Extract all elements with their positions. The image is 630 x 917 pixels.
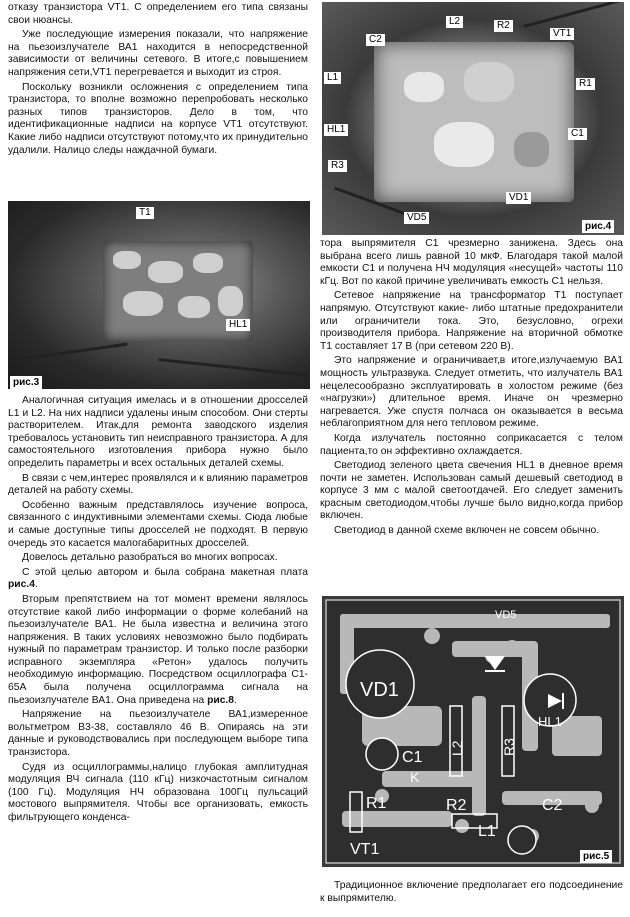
paragraph: Светодиод зеленого цвета свечения HL1 в дневное время почти не заметен. Использован самый дешевый светодиод в корпусе 3 мм с малой светоотдачей. Его следует заменить красным светодиодом,чтобы лучше было видно,когда прибор включен. [320,460,623,522]
pcb-label-l1: L1 [478,823,496,840]
pcb-label-c2: C2 [542,797,563,814]
paragraph: тора выпрямителя С1 чрезмерно занижена. Здесь она выбрана всего лишь равной 10 мкФ. Благодаря такой малой емкости С1 и получена НЧ модуляция «несущей» частоты 110 кГц. Вот по какой причине увеличивать емкость С1 нельзя. [320,238,623,287]
figure-4-photo [322,2,624,235]
paragraph: Судя из осциллограммы,налицо глубокая амплитудная модуляция ВЧ сигнала (110 кГц) низкочастотным сигналом (100 Гц). Модуляция НЧ образована 100Гц пульсаций мостового выпрямителя. Чтобы все организовать, емкость фильтрующего конденса- [8,761,308,823]
label-vt1: VT1 [550,28,574,40]
paragraph: Поскольку возникли осложнения с определением типа транзистора, то вполне возможно перепробовать несколько разных типов транзисторов. Дело в том, что идентификационные надписи на корпусе VT1 отсутствуют. Какие либо надписи отсутствуют потому,что их принудительно удалили. Налицо следы наждачной бумаги. [8,81,308,156]
paragraph: Уже последующие измерения показали, что напряжение на пьезоизлучателе ВА1 находится в непосредственной зависимости от величины сетевого. В итоге,с повышением напряжения сети,VT1 перегревается и выходит из строя. [8,29,308,78]
label-r2: R2 [494,20,513,32]
label-hl1: HL1 [324,124,348,136]
pcb-drawing [322,596,624,867]
breadboard [374,42,574,202]
pcb-label-c1: C1 [402,749,423,766]
figure-5-pcb [322,596,624,867]
left-column-bottom [8,395,308,827]
label-l2: L2 [446,16,463,28]
pcb-label-l2: L2 [449,740,465,756]
paragraph: Когда излучатель постоянно соприкасается с телом пациента,то он эффективно охлаждается. [320,432,623,457]
pcb-label-k: K [410,769,420,785]
label-vd1: VD1 [506,192,531,204]
pcb-label-r1: R1 [366,795,387,812]
paragraph: Это напряжение и ограничивает,в итоге,излучаемую ВА1 мощность ультразвука. Следует отметить, что излучатель ВА1 нецелесообразно эксплуатировать в холостом режиме (без «нагрузки») длительное время. Иначе он чрезмерно нагревается. Уже спустя полчаса он оказывается в весьма неблагоприятном для него тепловом режиме. [320,355,623,430]
pcb-label-r3: R3 [501,738,517,756]
figure-caption: рис.4 [582,220,614,233]
paragraph: Аналогичная ситуация имелась и в отношении дросселей L1 и L2. На них надписи удалены иным способом. Они стерты растворителем. Итак,для ремонта заводского изделия требовалось установить тип неисправного транзистора. А для самостоятельного изготовления прибора нужно было определить параметры и всех остальных деталей схемы. [8,395,308,469]
paragraph: Традиционное включение предполагает его подсоединение к выпрямителю. [320,880,623,904]
c1-outline [366,738,398,770]
figure-caption: рис.3 [10,376,42,389]
label-r3: R3 [328,160,347,172]
right-column [320,238,623,540]
figure-caption: рис.5 [580,850,612,863]
label-r1: R1 [576,78,595,90]
figure-4-reference: рис.4 [8,579,35,591]
figure-8-reference: рис.8 [207,694,235,706]
paragraph: С этой целью автором и была собрана макетная плата рис.4. [8,566,308,591]
paragraph: Светодиод в данной схеме включен не совсем обычно. [334,525,600,537]
label-l1: L1 [324,72,341,84]
right-column-bottom [320,880,623,907]
paragraph: Вторым препятствием на тот момент времени являлось отсутствие какой либо информации о форме колебаний на пьезоизлучателе ВА1. Не была известна и величина этого напряжения. В таких условиях невозможно было подбирать нужный по параметрам транзистор. И только после разборки исправного экземпляра «Ретон» удалось получить необходимую информацию. Посредством осциллографа С1- 65А была получена осциллограмма сигнала на пьезоизлучателе ВА1. Она приведена на рис.8. [8,593,308,706]
c2-outline [508,826,536,854]
paragraph: Напряжение на пьезоизлучателе ВА1,измеренное вольтметром В3-38, составляло 46 В. Опираясь на эти данные и руководствовались при последующем выборе типа транзистора. [8,709,308,759]
pcb-label-vt1: VT1 [350,841,380,858]
figure-3-photo [8,201,310,389]
paragraph: Особенно важным представлялось изучение вопроса, связанного с индуктивными элементами схемы. Сюда любые и самые доступные типы дросселей не подходят. В первую очередь это касается малогабаритных дросселей. [8,499,308,549]
paragraph: В связи с чем,интерес проявлялся и к влиянию параметров деталей на работу схемы. [8,472,308,497]
label-hl1: HL1 [226,319,250,331]
label-c1: C1 [568,128,587,140]
pcb-label-vd1: VD1 [360,679,399,701]
paragraph: Сетевое напряжение на трансформатор Т1 поступает напрямую. Отсутствуют какие- либо штатные предохранители или ограничители тока. Это, безусловно, огрехи производителя прибора. Напряжение на вторичной обмотке Т1 составляет 17 В (при сетевом 220 В). [320,290,623,352]
pcb-label-r2: R2 [446,797,467,814]
paragraph: Довелось детально разобраться во многих вопросах. [22,552,278,564]
label-t1: T1 [136,207,154,219]
label-c2: C2 [366,34,385,46]
label-vd5: VD5 [404,212,429,224]
paragraph: отказу транзистора VT1. С определением его типа связаны свои нюансы. [8,2,308,26]
left-column-top [8,2,308,159]
pcb-label-vd5: VD5 [495,609,517,621]
pcb-label-hl1: HL1 [538,714,562,729]
